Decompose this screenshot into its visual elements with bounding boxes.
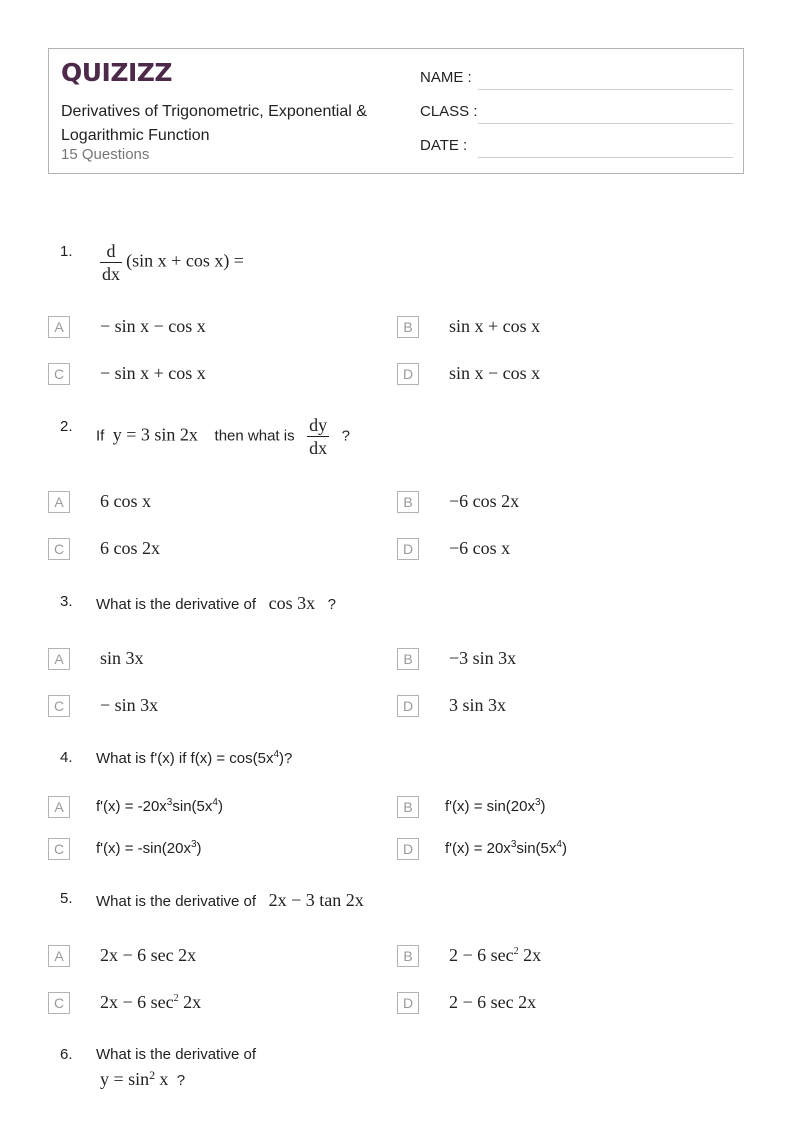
- question-count: 15 Questions: [61, 146, 150, 163]
- question-5-prompt: What is the derivative of 2x − 3 tan 2x: [96, 890, 364, 910]
- option-d-box[interactable]: D: [397, 992, 419, 1014]
- option-c-box[interactable]: C: [48, 695, 70, 717]
- option-d-text: 3 sin 3x: [449, 695, 507, 715]
- option-d-text: 2 − 6 sec 2x: [449, 992, 537, 1012]
- option-a-text: 6 cos x: [100, 491, 151, 511]
- question-number: 6.: [60, 1046, 73, 1063]
- option-a-box[interactable]: A: [48, 945, 70, 967]
- option-b-text: sin x + cos x: [449, 316, 541, 336]
- option-c-text: − sin 3x: [100, 695, 159, 715]
- question-number: 4.: [60, 749, 73, 766]
- question-6-prompt: What is the derivative of: [96, 1046, 257, 1063]
- option-b-text: −3 sin 3x: [449, 648, 517, 668]
- worksheet-title: Derivatives of Trigonometric, Exponential & Logarithmic Function: [61, 103, 367, 144]
- option-d-text: sin x − cos x: [449, 363, 541, 383]
- question-number: 3.: [60, 593, 73, 610]
- derivative-fraction: $\frac{dy}{dx}$: [309, 415, 328, 458]
- option-d-text: −6 cos x: [449, 538, 511, 558]
- question-2-prompt: If y = 3 sin 2x then what is $\frac{dy}{dx}$ ?: [96, 415, 350, 458]
- option-d-box[interactable]: D: [397, 838, 419, 860]
- option-c-text: − sin x + cos x: [100, 363, 206, 383]
- option-b-box[interactable]: B: [397, 945, 419, 967]
- date-label: DATE :: [420, 137, 468, 154]
- question-6-expression: $y = \sin^2 x$ ?: [100, 1068, 186, 1089]
- option-b-box[interactable]: B: [397, 491, 419, 513]
- option-a-text: 2x − 6 sec 2x: [100, 945, 197, 965]
- option-c-text: $f'(x) = -\sin(20x^3)$: [96, 839, 202, 857]
- option-a-box[interactable]: A: [48, 316, 70, 338]
- question-number: 2.: [60, 418, 73, 435]
- option-b-box[interactable]: B: [397, 648, 419, 670]
- derivative-fraction: $\frac{d}{dx}$: [102, 241, 120, 284]
- option-a-box[interactable]: A: [48, 796, 70, 818]
- option-c-box[interactable]: C: [48, 363, 70, 385]
- option-a-box[interactable]: A: [48, 491, 70, 513]
- question-3-prompt: What is the derivative of cos 3x ?: [96, 593, 336, 613]
- option-c-text: 2x − 6 $\sec^2 2x$: [100, 992, 202, 1012]
- option-b-text: −6 cos 2x: [449, 491, 520, 511]
- option-c-box[interactable]: C: [48, 538, 70, 560]
- name-line[interactable]: [478, 89, 733, 90]
- question-number: 1.: [60, 243, 73, 260]
- question-4-prompt: What is f'(x) if $f(x) = \cos(5x^4)$?: [96, 749, 293, 767]
- option-b-text: $f'(x) = \sin(20x^3)$: [445, 797, 546, 815]
- option-d-box[interactable]: D: [397, 695, 419, 717]
- option-a-box[interactable]: A: [48, 648, 70, 670]
- class-label: CLASS :: [420, 103, 478, 120]
- option-d-text: $f'(x) = 20x^3\sin(5x^4)$: [445, 839, 567, 857]
- option-c-box[interactable]: C: [48, 838, 70, 860]
- worksheet-header: [48, 48, 744, 174]
- quizizz-logo: QUIZIZZ: [61, 58, 173, 87]
- option-d-box[interactable]: D: [397, 538, 419, 560]
- option-b-box[interactable]: B: [397, 796, 419, 818]
- option-c-box[interactable]: C: [48, 992, 70, 1014]
- class-line[interactable]: [478, 123, 733, 124]
- name-label: NAME :: [420, 69, 472, 86]
- option-b-box[interactable]: B: [397, 316, 419, 338]
- option-a-text: sin 3x: [100, 648, 144, 668]
- question-number: 5.: [60, 890, 73, 907]
- date-line[interactable]: [478, 157, 733, 158]
- option-c-text: 6 cos 2x: [100, 538, 160, 558]
- option-a-text: − sin x − cos x: [100, 316, 206, 336]
- question-1-prompt: $\frac{d}{dx}$ (sin x + cos x) =: [102, 241, 244, 284]
- option-d-box[interactable]: D: [397, 363, 419, 385]
- option-a-text: $f'(x) = -20x^3\sin(5x^4)$: [96, 797, 223, 815]
- option-b-text: 2 − 6 $\sec^2 2x$: [449, 945, 542, 965]
